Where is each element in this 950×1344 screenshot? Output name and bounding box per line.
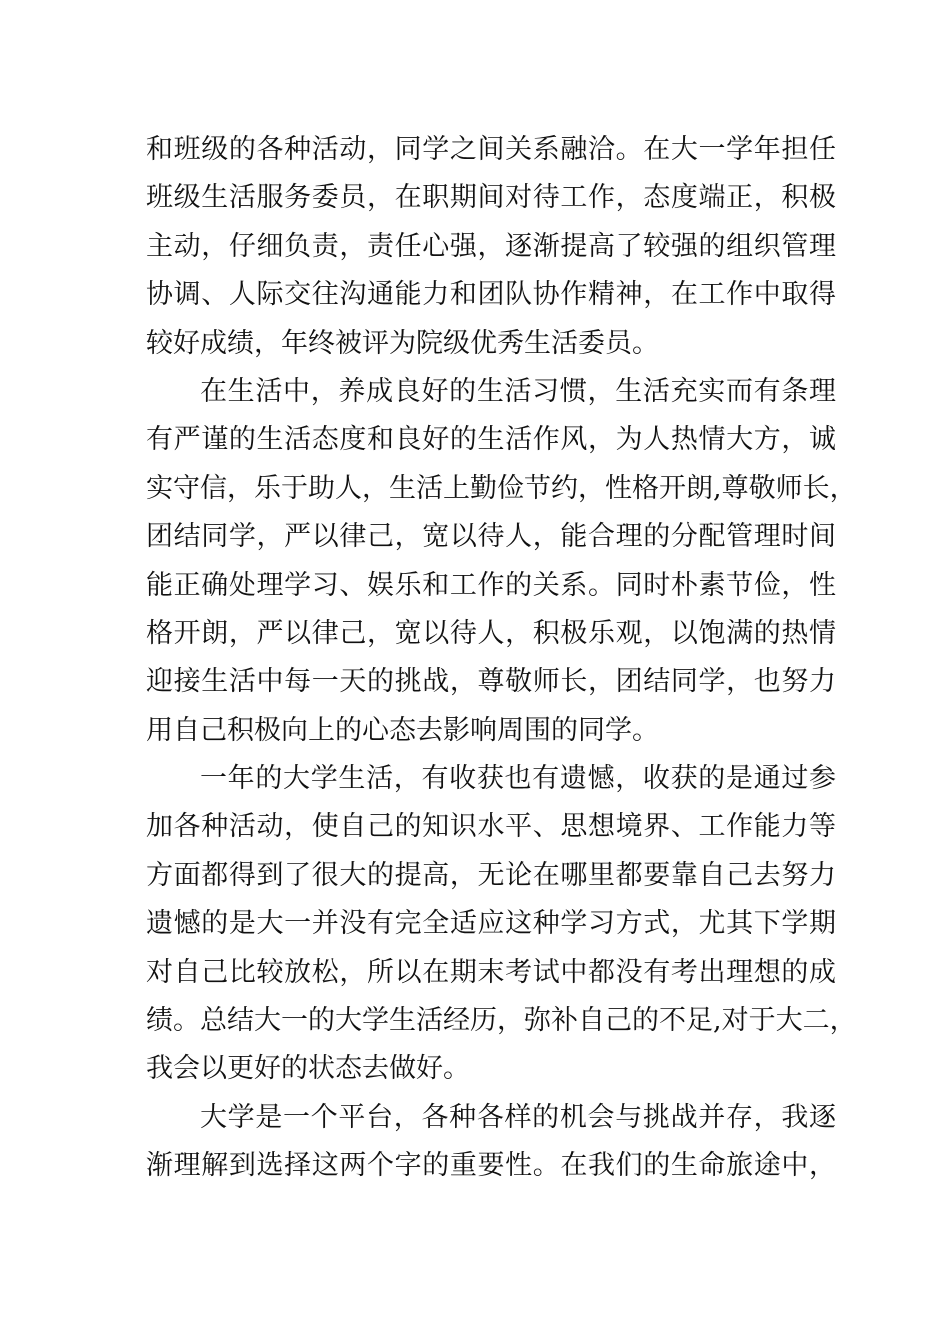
- paragraph-first-line: 一年的大学生活，有收获也有遗憾，收获的是通过参: [200, 763, 836, 795]
- paragraph-first-line: 大学是一个平台，各种各样的机会与挑战并存，我逐: [200, 1101, 836, 1133]
- text-line: 班级生活服务委员，在职期间对待工作，态度端正，积极: [146, 182, 836, 214]
- text-line: 渐理解到选择这两个字的重要性。在我们的生命旅途中，: [146, 1150, 836, 1182]
- body-text: [146, 126, 857, 1191]
- text-line: 实守信，乐于助人，生活上勤俭节约，性格开朗,尊敬师长，: [146, 472, 857, 504]
- text-line: 我会以更好的状态去做好。: [146, 1053, 470, 1085]
- text-line: 遗憾的是大一并没有完全适应这种学习方式，尤其下学期: [146, 908, 836, 940]
- text-line: 迎接生活中每一天的挑战，尊敬师长，团结同学，也努力: [146, 666, 836, 698]
- text-line: 对自己比较放松，所以在期末考试中都没有考出理想的成: [146, 956, 836, 988]
- text-line: 加各种活动，使自己的知识水平、思想境界、工作能力等: [146, 811, 836, 843]
- text-line: 团结同学，严以律己，宽以待人，能合理的分配管理时间: [146, 521, 836, 553]
- text-line: 绩。总结大一的大学生活经历，弥补自己的不足,对于大二，: [146, 1005, 857, 1037]
- text-line: 主动，仔细负责，责任心强，逐渐提高了较强的组织管理: [146, 230, 836, 262]
- text-line: 和班级的各种活动，同学之间关系融洽。在大一学年担任: [146, 134, 836, 165]
- text-line: 能正确处理学习、娱乐和工作的关系。同时朴素节俭，性: [146, 569, 836, 601]
- text-line: 协调、人际交往沟通能力和团队协作精神，在工作中取得: [146, 279, 836, 311]
- paragraph-first-line: 在生活中，养成良好的生活习惯，生活充实而有条理: [200, 375, 836, 407]
- text-line: 较好成绩，年终被评为院级优秀生活委员。: [146, 327, 659, 359]
- text-line: 格开朗，严以律己，宽以待人，积极乐观，以饱满的热情: [146, 617, 836, 649]
- text-line: 用自己积极向上的心态去影响周围的同学。: [146, 714, 659, 746]
- text-line: 有严谨的生活态度和良好的生活作风，为人热情大方，诚: [146, 424, 836, 456]
- text-line: 方面都得到了很大的提高，无论在哪里都要靠自己去努力: [146, 859, 836, 891]
